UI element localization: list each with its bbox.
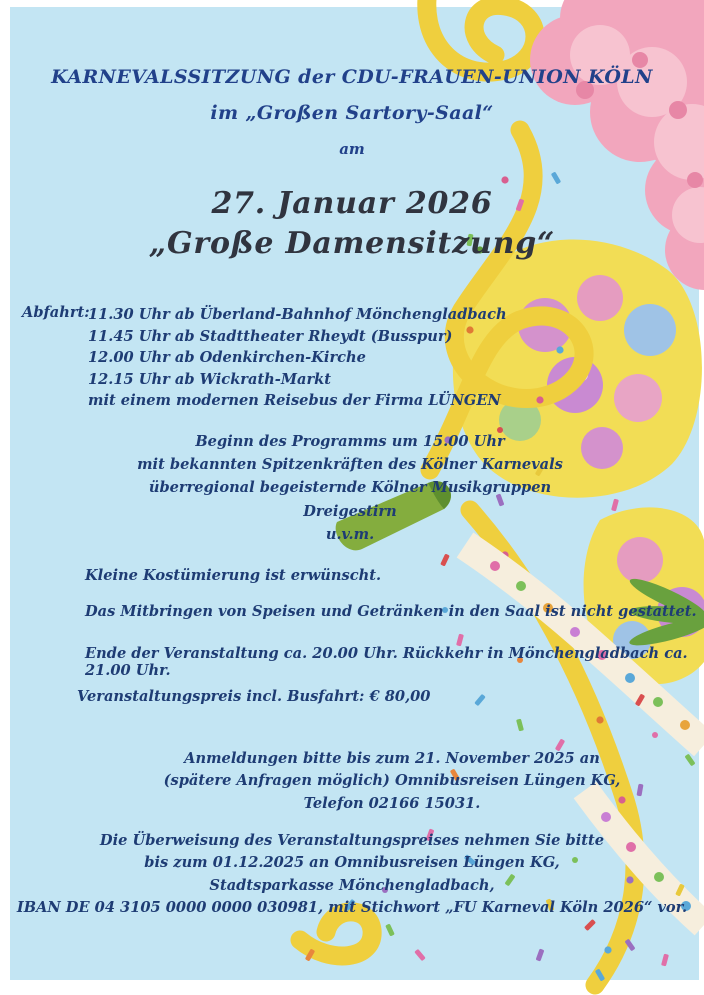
- note-food: Das Mitbringen von Speisen und Getränken in den Saal ist nicht gestattet.: [85, 603, 697, 620]
- event-title-line1: KARNEVALSSITZUNG der CDU-FRAUEN-UNION KÖLN: [51, 66, 653, 88]
- note-end-time: Ende der Veranstaltung ca. 20.00 Uhr. Rückkehr in Mönchengladbach ca. 21.00 Uhr.: [85, 645, 688, 679]
- program-line: u.v.m.: [325, 525, 375, 543]
- program-line: mit bekannten Spitzenkräften des Kölner Karnevals: [137, 456, 563, 474]
- payment-line: IBAN DE 04 3105 0000 0000 030981, mit Stichwort „FU Karneval Köln 2026“ vor.: [16, 899, 688, 917]
- program-block: [0, 430, 700, 546]
- departure-line: 11.45 Uhr ab Stadttheater Rheydt (Busspur): [88, 327, 453, 345]
- event-date: 27. Januar 2026: [211, 186, 493, 221]
- registration-line: Telefon 02166 15031.: [303, 794, 481, 812]
- registration-block: [80, 748, 704, 815]
- departure-line: 11.30 Uhr ab Überland-Bahnhof Mönchengladbach: [88, 306, 507, 323]
- departure-label: Abfahrt:: [22, 304, 90, 321]
- payment-line: bis zum 01.12.2025 an Omnibusreisen Lüngen KG,: [144, 854, 560, 872]
- program-line: Beginn des Programms um 15.00 Uhr: [195, 433, 505, 450]
- payment-line: Die Überweisung des Veranstaltungspreises nehmen Sie bitte: [99, 832, 605, 849]
- registration-line: (spätere Anfragen möglich) Omnibusreisen Lüngen KG,: [163, 772, 621, 790]
- departure-line: 12.15 Uhr ab Wickrath-Markt: [88, 370, 332, 388]
- program-line: überregional begeisternde Kölner Musikgruppen: [148, 479, 552, 497]
- event-title-line3: am: [339, 140, 365, 158]
- note-price: Veranstaltungspreis incl. Busfahrt: € 80,00: [77, 688, 431, 705]
- departure-line: 12.00 Uhr ab Odenkirchen-Kirche: [88, 349, 366, 367]
- payment-block: [0, 830, 704, 920]
- program-line: Dreigestirn: [303, 502, 397, 520]
- event-subtitle: „Große Damensitzung“: [148, 226, 556, 261]
- event-title-line2: im „Großen Sartory-Saal“: [210, 102, 494, 124]
- note-costume: Kleine Kostümierung ist erwünscht.: [85, 567, 382, 584]
- departure-line: mit einem modernen Reisebus der Firma LÜNGEN: [88, 392, 501, 410]
- registration-line: Anmeldungen bitte bis zum 21. November 2025 an: [184, 750, 600, 767]
- departure-list: [88, 304, 507, 412]
- payment-line: Stadtsparkasse Mönchengladbach,: [209, 876, 495, 894]
